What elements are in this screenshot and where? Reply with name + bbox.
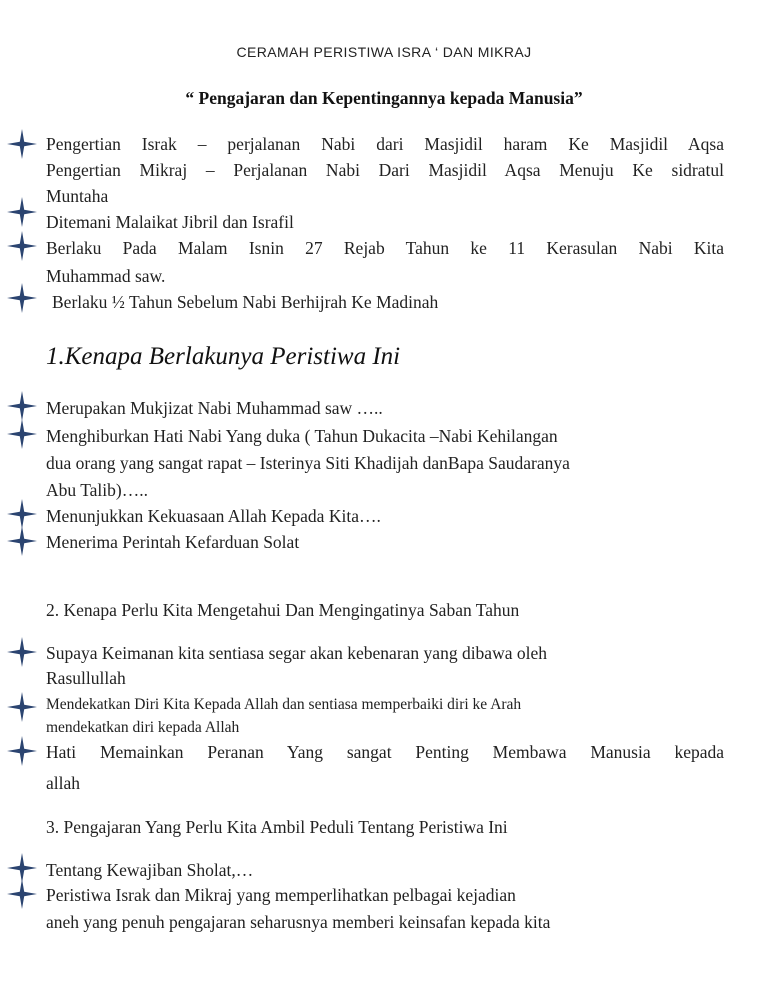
section-2-heading: 2. Kenapa Perlu Kita Mengetahui Dan Mengingatinya Saban Tahun [46,600,520,620]
section-3-heading: 3. Pengajaran Yang Perlu Kita Ambil Peduli Tentang Peristiwa Ini [46,817,508,837]
intro-line: Muhammad saw. [46,266,166,286]
four-point-star-icon [7,197,37,227]
four-point-star-icon [7,129,37,159]
document-subtitle: “ Pengajaran dan Kepentingannya kepada Manusia” [185,88,583,108]
section-2-line: Hati Memainkan Peranan Yang sangat Penting Membawa Manusia kepada [46,742,724,762]
four-point-star-icon [7,391,37,421]
section-2-line: Rasullullah [46,668,126,688]
section-1-line: Abu Talib)….. [46,480,148,500]
section-1-line: Menunjukkan Kekuasaan Allah Kepada Kita…. [46,506,381,526]
section-2-line: mendekatkan diri kepada Allah [46,719,240,736]
intro-line: Berlaku Pada Malam Isnin 27 Rejab Tahun ke 11 Kerasulan Nabi Kita [46,238,724,258]
four-point-star-icon [7,526,37,556]
four-point-star-icon [7,283,37,313]
intro-line: Pengertian Israk – perjalanan Nabi dari Masjidil haram Ke Masjidil Aqsa [46,134,724,154]
document-title: CERAMAH PERISTIWA ISRA ‘ DAN MIKRAJ [236,44,532,60]
section-2-line: allah [46,773,81,793]
intro-line: Pengertian Mikraj – Perjalanan Nabi Dari Masjidil Aqsa Menuju Ke sidratul [46,160,724,180]
section-2-line: Mendekatkan Diri Kita Kepada Allah dan sentiasa memperbaiki diri ke Arah [46,696,522,713]
four-point-star-icon [7,736,37,766]
four-point-star-icon [7,692,37,722]
section-1-heading: 1.Kenapa Berlakunya Peristiwa Ini [46,343,401,370]
section-1-line: Menerima Perintah Kefarduan Solat [46,532,300,552]
section-2-line: Supaya Keimanan kita sentiasa segar akan kebenaran yang dibawa oleh [46,643,547,663]
four-point-star-icon [7,499,37,529]
four-point-star-icon [7,879,37,909]
section-1-line: Merupakan Mukjizat Nabi Muhammad saw ….. [46,398,383,418]
section-3-line: Peristiwa Israk dan Mikraj yang memperlihatkan pelbagai kejadian [46,885,516,905]
section-3-line: aneh yang penuh pengajaran seharusnya memberi keinsafan kepada kita [46,912,551,932]
four-point-star-icon [7,419,37,449]
four-point-star-icon [7,231,37,261]
four-point-star-icon [7,637,37,667]
intro-line: Ditemani Malaikat Jibril dan Israfil [46,212,294,232]
intro-line: Berlaku ½ Tahun Sebelum Nabi Berhijrah Ke Madinah [52,292,439,312]
section-1-line: Menghiburkan Hati Nabi Yang duka ( Tahun Dukacita –Nabi Kehilangan [46,426,558,446]
section-1-line: dua orang yang sangat rapat – Isterinya Siti Khadijah danBapa Saudaranya [46,453,570,473]
section-3-line: Tentang Kewajiban Sholat,… [46,860,254,880]
intro-line: Muntaha [46,186,109,206]
